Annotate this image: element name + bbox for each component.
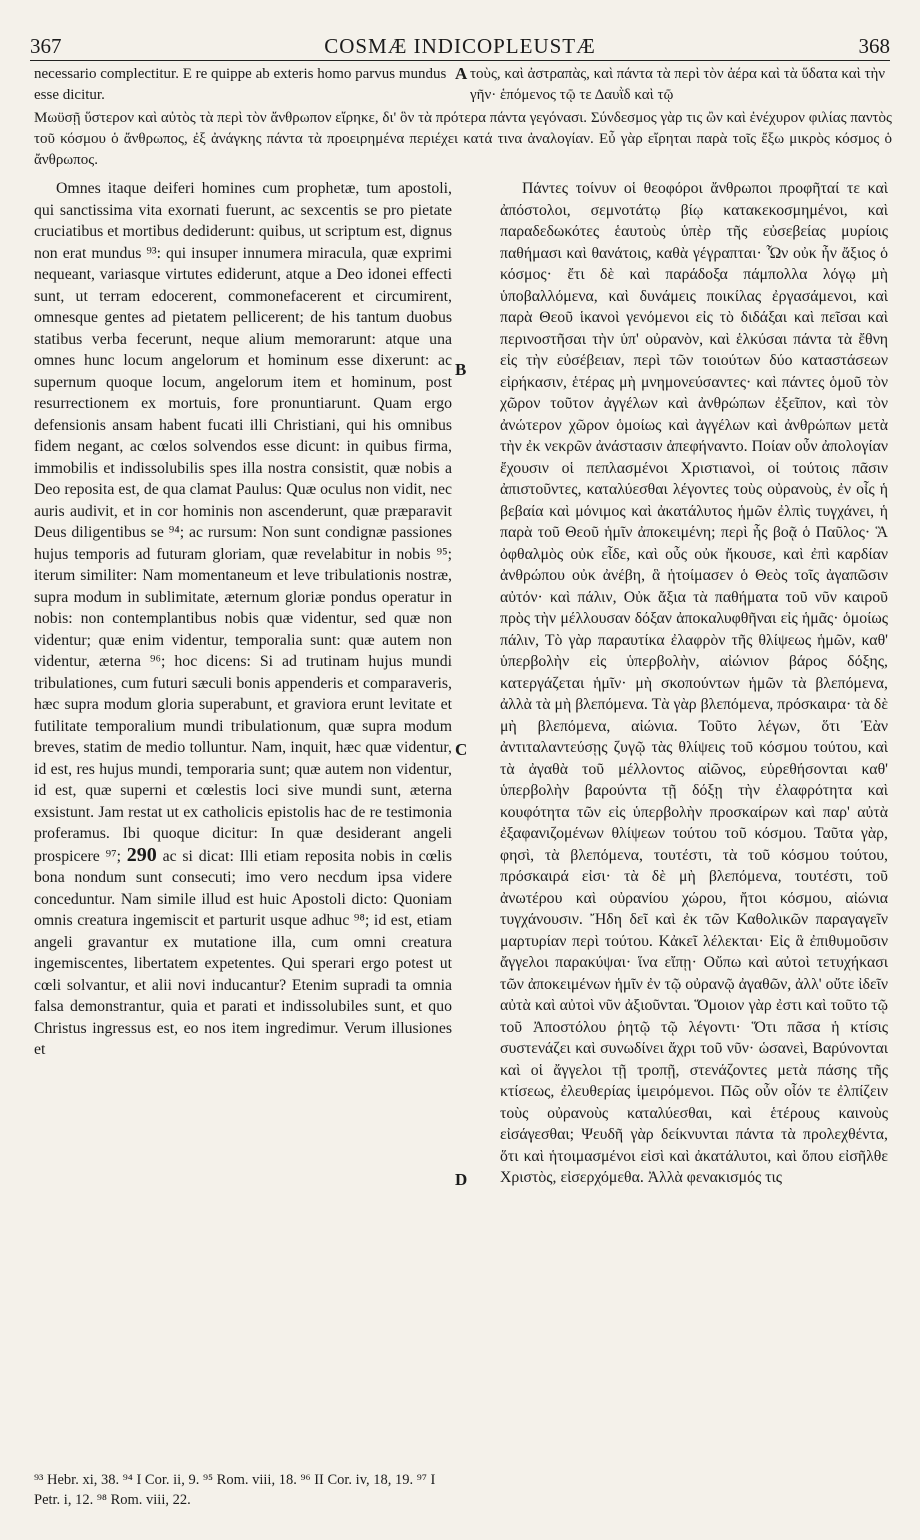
- latin-continuation: necessario complectitur. E re quippe ab exteris homo parvus mundus esse dicitur.: [34, 66, 447, 103]
- margin-letter-b: B: [455, 360, 467, 379]
- greek-continuation: τοὺς, καὶ ἀστραπὰς, καὶ πάντα τὰ περὶ τὸν ἀέρα καὶ τὰ ὕδατα καὶ τὴν γῆν· ἑπόμενος τῷ τε Δαυῒδ καὶ τῷ: [470, 66, 886, 103]
- latin-text-end: ac si dicat: Illi etiam reposita nobis in cœlis bona nondum sunt consecuti; imo vero necdum ipsa videre conceduntur. Nam simile illud est huic Apostoli dicto: Quoniam omnis creatura ingemiscit et parturit usque adhuc ⁹⁸; id est, etiam angeli gravantur ex mutatione illa, cum omni creatura ingemiscentes, libertatem expetentes. Qui sperari ergo potest ut cœli solvantur, et alii novi inducantur? Etenim supradi ta omnia falsa demonstrantur, quia et parati et indissolubiles sunt, et quo Christus ingressus est, eo nos item ingredimur. Verum illusiones et: [34, 847, 452, 1058]
- page-number-left: 367: [30, 34, 62, 58]
- header-rule: [30, 60, 890, 61]
- column-number: 290: [126, 843, 157, 866]
- margin-letter-c: C: [455, 740, 468, 759]
- latin-text: Omnes itaque deiferi homines cum prophetæ, tum apostoli, qui sanctissima vita exornati fuerunt, ac sexcentis se pro pietate cruciatibus et mortibus dediderunt: quibus, ut scriptum est, dignus non erat mundus ⁹³: qui insuper innumera miracula, quæ exprimi nequeant, variasque virtutes ediderunt, atque a Deo idonei effecti sunt, ut terram edocerent, commonefacerent et circumirent, omnesque gentes ad pietatem pellicerent; de his tantum duobus statibus verba fecerunt, neque alium memorarunt: atque una omnes hunc locum angelorum et hominum esse dixerunt: ac supernum quoque locum, angelorum item et hominum, post resurrectionem ex mortuis, fore pronuntiarunt. Quam ergo defensionis ansam habent fucati illi Christiani, qui his omnibus fidem negant, ac cœlos solvendos esse dicunt: in quibus firma, immobilis et indissolubilis spes illa nostra consistit, quæ nobis a Deo reposita est, de qua clamat Paulus: Quæ oculus non vidit, nec auris audivit, et in cor hominis non ascenderunt, quæ præparavit Deus diligentibus se ⁹⁴; ac rursum: Non sunt condignæ passiones hujus temporis ad futuram gloriam, quæ revelabitur in nobis ⁹⁵; iterum similiter: Nam momentaneum et leve tribulationis nostræ, supra modum in sublimitate, æternum gloriæ pondus operatur in nobis: non contemplantibus nobis quæ videntur, sed quæ non videntur; quæ enim videntur, temporalia sunt: quæ autem non videntur, æterna ⁹⁶; hoc dicens: Si ad trutinam hujus mundi tribulationes, cum futuri sæculi bonis appenderis et comparaveris, hæc supra modum gloria superabunt, et graviora erunt levitate et futilitate temporalium mundi tribulationum, quæ supra modum breves, statim de medio tolluntur. Nam, inquit, hæc quæ videntur, id est, res hujus mundi, temporaria sunt; quæ autem non videntur, id est, quæ superni et cœlestis loci sive mundi sunt, æterna exsistunt. Jam restat ut ex catholicis epistolis hac de re testimonia proferamus. Ibi quoque dicitur: In quæ desiderant angeli prospicere ⁹⁷;: [34, 180, 452, 865]
- margin-letter-d: D: [455, 1170, 468, 1189]
- greek-column: [500, 178, 888, 1189]
- page-number-right: 368: [858, 34, 890, 58]
- footnotes: ⁹³ Hebr. xi, 38. ⁹⁴ I Cor. ii, 9. ⁹⁵ Rom. viii, 18. ⁹⁶ II Cor. iv, 18, 19. ⁹⁷ I Petr. i, 12. ⁹⁸ Rom. viii, 22.: [34, 1472, 436, 1508]
- latin-column: [34, 178, 452, 1061]
- greek-fullwidth-passage: Μωϋσῇ ὕστερον καὶ αὐτὸς τὰ περὶ τὸν ἄνθρωπον εἴρηκε, δι' ὃν τὰ πρότερα πάντα γεγόνασι. Σύνδεσμος γὰρ τις ὢν καὶ ἐνέχυρον φιλίας παντὸς τοῦ κόσμου ὁ ἄνθρωπος, ἐξ ἀνάγκης πάντα τὰ προειρημένα περιέχει κατά τινα ἀναλογίαν. Εὖ γὰρ εἴρηται παρὰ τοῖς ἔξω μικρὸς κόσμος ὁ ἄνθρωπος.: [34, 110, 892, 168]
- greek-paragraph: Πάντες τοίνυν οἱ θεοφόροι ἄνθρωποι προφῆταί τε καὶ ἀπόστολοι, σεμνοτάτῳ βίῳ κατακεκοσμημένοι, καὶ παραδεδωκότες ἑαυτοὺς ὑπὲρ τῆς εὐσεβείας μυρίοις παθήμασι καὶ θανάτοις, καθὰ γέγραπται· Ὧν οὐκ ἦν ἄξιος ὁ κόσμος· ἔτι δὲ καὶ παράδοξα πάμπολλα λόγῳ μὴ ὑποβαλλόμενα, καὶ δυνάμεις ποικίλας ἐργασάμενοι, καὶ παρὰ Θεοῦ ἱκανοὶ γενόμενοι εἰς τὸ διδάξαι καὶ πεῖσαι καὶ περινοστῆσαι τὴν ὑπ' οὐρανὸν, καὶ ἑλκύσαι πάντα τὰ ἔθνη εἰς τὴν εὐσέβειαν, περὶ τῶν τοιούτων δύο καταστάσεων εἰρήκασιν, ἑτέρας μὴ μνημονεύσαντες· καὶ πάντες ὁμοῦ τὸν χῶρον τοῦτον ἀγγέλων καὶ ἀνθρώπων ἐξεῖπον, καὶ τὸν ἀνώτερον χῶρον ὁμοίως καὶ ἀγγέλων καὶ ἀνθρώπων μετὰ τὴν ἐκ νεκρῶν ἀνάστασιν ἀπεφήναντο. Ποίαν οὖν ἀπολογίαν ἔχουσιν οἱ πεπλασμένοι Χριστιανοὶ, οἱ τούτοις πᾶσιν ἀπιστοῦντες, καταλύεσθαι λέγοντες τοὺς οὐρανοὺς, ἐν οἷς ἡ βεβαία καὶ μόνιμος καὶ ἀκατάλυτος ἡμῶν ἐλπὶς τυγχάνει, ἡ παρὰ τοῦ Θεοῦ ἡμῖν ἀποκειμένη; περὶ ἧς βοᾷ ὁ Παῦλος· Ἃ ὀφθαλμὸς οὐκ εἶδε, καὶ οὖς οὐκ ἤκουσε, καὶ ἐπὶ καρδίαν ἀνθρώπου οὐκ ἀνέβη, ἃ ἡτοίμασεν ὁ Θεὸς τοῖς ἀγαπῶσιν αὐτόν· καὶ πάλιν, Οὐκ ἄξια τὰ παθήματα τοῦ νῦν καιροῦ πρὸς τὴν μέλλουσαν δόξαν ἀποκαλυφθῆναι εἰς ἡμᾶς· ὁμοίως πάλιν, Τὸ γὰρ παραυτίκα ἐλαφρὸν τῆς θλίψεως ἡμῶν, καθ' ὑπερβολὴν εἰς ὑπερβολὴν, αἰώνιον βάρος δόξης, κατεργάζεται ἡμῖν· μὴ σκοπούντων ἡμῶν τὰ βλεπόμενα, ἀλλὰ τὰ μὴ βλεπόμενα. Τὰ γὰρ βλεπόμενα, πρόσκαιρα· τὰ δὲ μὴ βλεπόμενα, αἰώνια. Τοῦτο λέγων, ὅτι Ἐὰν ἀντιταλαντεύσῃς ζυγῷ τὰς θλίψεις τοῦ κόσμου τούτου, καὶ τὰ ἀγαθὰ τοῦ μέλλοντος αἰῶνος, εὑρεθήσονται καθ' ὑπερβολὴν βαρούντα τῇ δόξῃ τὴν ἐλαφρότητα καὶ κουφότητα τῶν εἰς ὑπερβολὴν προσκαίρων καὶ παρ' αὐτὰ ἐξαφανιζομένων θλίψεων τούτου τοῦ κόσμου. Ταῦτα γὰρ, φησὶ, τὰ βλεπόμενα, τουτέστι, τὰ τοῦ κόσμου τούτου, πρόσκαιρά εἰσι· τὰ δὲ μὴ βλεπόμενα, τουτέστι, τοῦ ἀνωτέρου καὶ οὐρανίου χώρου, ἤτοι κόσμου, αἰώνια τυγχάνουσιν. Ἤδη δεῖ καὶ ἐκ τῶν Καθολικῶν παραγαγεῖν μαρτυρίαν περὶ τούτου. Κἀκεῖ λέλεκται· Εἰς ἃ ἐπιθυμοῦσιν ἄγγελοι παρακύψαι· ἵνα εἴπῃ· Οὔπω καὶ αὐτοὶ τετυχήκασι τῶν ἀποκειμένων ἡμῖν ἐν τῷ οὐρανῷ ἀγαθῶν, ἀλλ' οὔτε ἰδεῖν αὐτὰ καὶ αὐτοὶ νῦν ἀξιοῦνται. Ὅμοιον γὰρ ἐστι καὶ τοῦτο τῷ τοῦ Ἀποστόλου ῥητῷ τῷ λέγοντι· Ὅτι πᾶσα ἡ κτίσις συστενάζει καὶ συνωδίνει ἄχρι τοῦ νῦν· ὡσανεὶ, Βαρύνονται καὶ οἱ ἄγγελοι τῇ τροπῇ, στενάζοντες μετὰ πάσης τῆς κτίσεως, ἐλευθερίας ἱμειρόμενοι. Πῶς οὖν οἷόν τε ἐλπίζειν τοὺς οὐρανοὺς καταλύεσθαι, καὶ ἑτέρους καινοὺς εἰσάγεσθαι; Ψευδῆ γὰρ δείκνυνται πάντα τὰ προλεχθέντα, ὅτι καὶ ἡτοιμασμένοι εἰσὶ καὶ ἀκατάλυτοι, καὶ ὅπου εἰσῆλθε Χριστὸς, εἰσερχόμεθα. Ἀλλὰ φενακισμός τις: [500, 180, 888, 1186]
- running-title: COSMÆ INDICOPLEUSTÆ: [324, 34, 596, 58]
- latin-paragraph: [34, 178, 452, 1061]
- margin-letter-a: A: [455, 64, 468, 83]
